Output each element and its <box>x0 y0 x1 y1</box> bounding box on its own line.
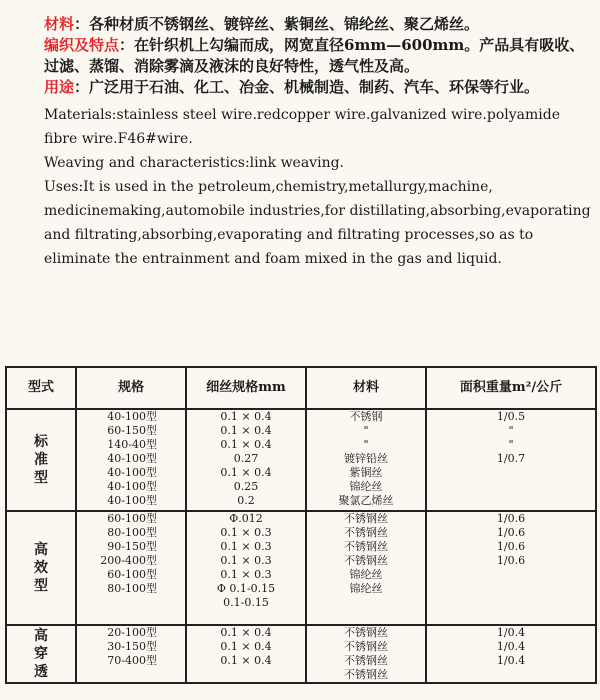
zh-weave <box>44 35 592 77</box>
spec-cell-value: 60-100型 <box>107 512 157 525</box>
spec-cell-value: 40-100型 <box>107 452 157 465</box>
weight-cell-value: 1/0.5 <box>496 410 526 423</box>
material-cell-value: 不锈钢丝 <box>344 668 388 681</box>
table-row <box>6 511 596 625</box>
weight-cell-value: 1/0.6 <box>496 554 526 567</box>
wire-cell-value: 0.1 × 0.4 <box>220 654 272 667</box>
wire-cell-value: Φ 0.1-0.15 <box>216 582 276 595</box>
zh-material <box>44 14 592 35</box>
weight-cell-value: 1/0.6 <box>496 512 526 525</box>
type-char: 准 <box>34 452 48 468</box>
table-row <box>6 625 596 683</box>
wire-cell-value: 0.1 × 0.4 <box>220 466 272 479</box>
use-label: 用途 <box>44 78 75 96</box>
spec-table-wrap <box>5 366 595 696</box>
material-cell-value <box>309 596 423 610</box>
wire-cell-value: 0.1-0.15 <box>223 596 269 609</box>
type-char: 穿 <box>34 646 48 662</box>
weave-text: ：在针织机上勾编而成，网宽直径6mm—600mm。产品具有吸收、过滤、蒸馏、消除雾滴及液沫的良好特性，透气性及高。 <box>44 36 585 75</box>
weight-cell-value: 1/0.4 <box>496 654 526 667</box>
spec-cell-value: 40-100型 <box>107 494 157 507</box>
wire-cell-value: 0.1 × 0.3 <box>220 526 272 539</box>
spec-cell-value: 90-150型 <box>107 540 157 553</box>
en-uses: Uses:It is used in the petroleum,chemistry,metallurgy,machine, medicinemaking,automobile industries,for distillating,absorbing,evaporating and filtrating,absorbing,evaporating and filtrating processes,so as to eliminate the entrainment and foam mixed in the gas and liquid. <box>44 179 591 267</box>
type-char: 标 <box>34 434 48 450</box>
weight-cell-value <box>429 596 593 610</box>
wire-cell-value: 0.1 × 0.4 <box>220 424 272 437</box>
material-cell-value: 紫铜丝 <box>349 466 383 479</box>
material-cell-value: 不锈钢丝 <box>344 554 388 567</box>
weight-cell <box>426 409 596 511</box>
material-cell-value: " <box>363 424 369 437</box>
spec-cell-value <box>79 596 157 610</box>
wire-cell-value: 0.2 <box>237 494 255 507</box>
wire-cell <box>186 511 306 625</box>
spec-cell-value: 40-100型 <box>107 480 157 493</box>
weight-cell-value <box>429 466 593 480</box>
spec-cell-value: 40-100型 <box>107 410 157 423</box>
type-cell <box>6 511 76 625</box>
spec-cell-value: 80-100型 <box>107 526 157 539</box>
weight-cell-value <box>429 582 593 596</box>
material-cell-value: 镀锌铅丝 <box>344 452 388 465</box>
type-cell <box>6 625 76 683</box>
description-block <box>44 14 592 271</box>
spec-cell-value: 60-100型 <box>107 568 157 581</box>
spec-cell-value: 30-150型 <box>107 640 157 653</box>
english-description <box>44 103 592 271</box>
wire-cell-value: 0.1 × 0.3 <box>220 540 272 553</box>
material-cell-value: 聚氯乙烯丝 <box>338 494 394 507</box>
type-char: 效 <box>34 560 48 576</box>
table-row <box>6 409 596 511</box>
use-text: ：广泛用于石油、化工、冶金、机械制造、制药、汽车、环保等行业。 <box>74 78 540 96</box>
spec-cell-value <box>79 668 157 682</box>
spec-cell-value: 70-400型 <box>107 654 157 667</box>
weight-cell-value: 1/0.4 <box>496 640 526 653</box>
weight-cell-value: 1/0.7 <box>496 452 526 465</box>
weave-label: 编织及特点 <box>44 36 120 54</box>
material-cell-value: 锦纶丝 <box>349 582 383 595</box>
weight-cell <box>426 511 596 625</box>
header-material: 材料 <box>306 367 426 409</box>
type-char: 高 <box>34 542 48 558</box>
header-spec: 规格 <box>76 367 186 409</box>
material-cell-value: 锦纶丝 <box>349 480 383 493</box>
type-char: 型 <box>34 470 48 486</box>
spec-cell-value: 140-40型 <box>107 438 157 451</box>
wire-cell <box>186 625 306 683</box>
weight-cell-value: 1/0.6 <box>496 540 526 553</box>
wire-cell-value: Φ.012 <box>229 512 263 525</box>
spec-cell <box>76 511 186 625</box>
material-cell <box>306 511 426 625</box>
material-cell-value: 不锈钢丝 <box>344 540 388 553</box>
material-label: 材料 <box>44 15 75 33</box>
wire-cell-value: 0.25 <box>233 480 259 493</box>
material-cell-value: 不锈钢 <box>349 410 383 423</box>
spec-cell-value: 20-100型 <box>107 626 157 639</box>
weight-cell-value: 1/0.4 <box>496 626 526 639</box>
material-cell <box>306 625 426 683</box>
weight-cell-value <box>429 568 593 582</box>
header-weight: 面积重量m²/公斤 <box>426 367 596 409</box>
type-cell <box>6 409 76 511</box>
spec-table <box>5 366 597 684</box>
wire-cell <box>186 409 306 511</box>
material-cell-value: 不锈钢丝 <box>344 654 388 667</box>
material-cell-value: 不锈钢丝 <box>344 512 388 525</box>
wire-cell-value: 0.1 × 0.3 <box>220 554 272 567</box>
spec-cell-value: 80-100型 <box>107 582 157 595</box>
header-type: 型式 <box>6 367 76 409</box>
weight-cell-value <box>429 494 593 508</box>
spec-cell <box>76 625 186 683</box>
wire-cell-value: 0.1 × 0.4 <box>220 410 272 423</box>
en-weaving: Weaving and characteristics:link weaving. <box>44 155 345 171</box>
wire-cell-value: 0.27 <box>233 452 259 465</box>
weight-cell-value: 1/0.6 <box>496 526 526 539</box>
material-cell <box>306 409 426 511</box>
material-cell-value: 不锈钢丝 <box>344 526 388 539</box>
wire-cell-value <box>189 668 303 682</box>
material-text: ：各种材质不锈钢丝、镀锌丝、紫铜丝、锦纶丝、聚乙烯丝。 <box>74 15 480 33</box>
spec-cell-value: 40-100型 <box>107 466 157 479</box>
en-materials: Materials:stainless steel wire.redcopper wire.galvanized wire.polyamide fibre wire.F46#wire. <box>44 107 560 147</box>
weight-cell-value <box>429 668 593 682</box>
wire-cell-value: 0.1 × 0.4 <box>220 438 272 451</box>
type-char: 透 <box>34 664 48 680</box>
zh-use <box>44 77 592 98</box>
table-body <box>6 409 596 683</box>
header-wire: 细丝规格mm <box>186 367 306 409</box>
material-cell-value: 不锈钢丝 <box>344 640 388 653</box>
weight-cell <box>426 625 596 683</box>
spec-cell-value: 200-400型 <box>100 554 157 567</box>
material-cell-value: 锦纶丝 <box>349 568 383 581</box>
type-char: 型 <box>34 578 48 594</box>
spec-cell-value: 60-150型 <box>107 424 157 437</box>
weight-cell-value: " <box>508 438 514 451</box>
wire-cell-value: 0.1 × 0.3 <box>220 568 272 581</box>
table-header-row <box>6 367 596 409</box>
weight-cell-value: " <box>508 424 514 437</box>
weight-cell-value <box>429 480 593 494</box>
type-char: 高 <box>34 628 48 644</box>
spec-cell <box>76 409 186 511</box>
wire-cell-value: 0.1 × 0.4 <box>220 640 272 653</box>
material-cell-value: 不锈钢丝 <box>344 626 388 639</box>
material-cell-value: " <box>363 438 369 451</box>
wire-cell-value: 0.1 × 0.4 <box>220 626 272 639</box>
